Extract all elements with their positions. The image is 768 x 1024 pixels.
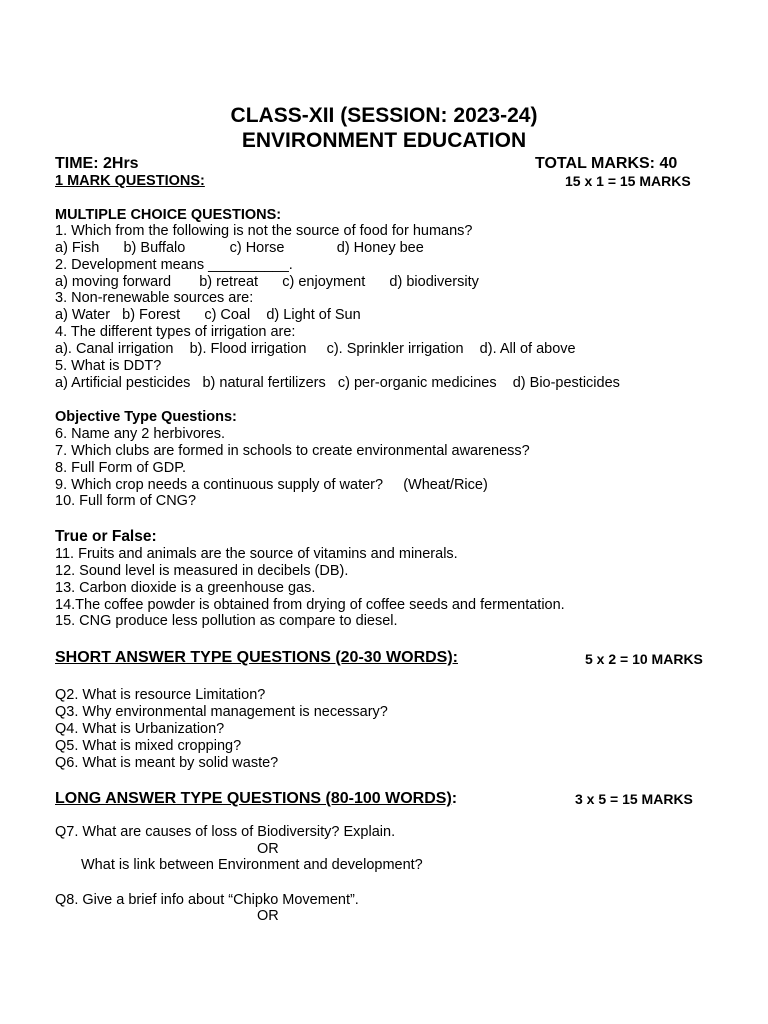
objective-heading: Objective Type Questions: [55, 409, 237, 425]
or-separator: OR [257, 841, 279, 857]
mcq-line: 1. Which from the following is not the source of food for humans? [55, 223, 473, 239]
section-3-heading-text: LONG ANSWER TYPE QUESTIONS (80-100 WORDS) [55, 790, 452, 807]
long-answer-question-alt: What is link between Environment and development? [81, 857, 423, 873]
short-answer-question: Q2. What is resource Limitation? [55, 687, 266, 703]
objective-line: 8. Full Form of GDP. [55, 460, 187, 476]
section-3-marks: 3 x 5 = 15 MARKS [575, 791, 693, 807]
mcq-line: a) Artificial pesticides b) natural fertilizers c) per-organic medicines d) Bio-pesticides [55, 375, 620, 391]
section-3-heading-colon: : [451, 790, 458, 807]
objective-line: 10. Full form of CNG? [55, 493, 197, 509]
mcq-line: a) moving forward b) retreat c) enjoyment d) biodiversity [55, 274, 479, 290]
true-false-line: 12. Sound level is measured in decibels (DB). [55, 563, 349, 579]
mcq-line: a) Fish b) Buffalo c) Horse d) Honey bee [55, 240, 424, 256]
section-2-marks: 5 x 2 = 10 MARKS [585, 651, 703, 667]
mcq-line: 4. The different types of irrigation are: [55, 324, 296, 340]
title-line-1: CLASS-XII (SESSION: 2023-24) [230, 104, 538, 127]
true-false-heading: True or False: [55, 528, 157, 545]
mcq-line: a). Canal irrigation b). Flood irrigation c). Sprinkler irrigation d). All of above [55, 341, 576, 357]
mcq-line: 3. Non-renewable sources are: [55, 290, 254, 306]
section-3-heading [55, 789, 457, 808]
short-answer-question: Q6. What is meant by solid waste? [55, 755, 279, 771]
objective-line: 9. Which crop needs a continuous supply of water? (Wheat/Rice) [55, 477, 488, 493]
title-line-2: ENVIRONMENT EDUCATION [241, 129, 527, 152]
mcq-heading: MULTIPLE CHOICE QUESTIONS: [55, 207, 282, 223]
mcq-line: 2. Development means __________. [55, 257, 293, 273]
long-answer-question: Q7. What are causes of loss of Biodiversity? Explain. [55, 824, 396, 840]
long-answer-question: Q8. Give a brief info about “Chipko Movement”. [55, 892, 359, 908]
objective-line: 7. Which clubs are formed in schools to create environmental awareness? [55, 443, 530, 459]
time-label: TIME: 2Hrs [55, 155, 139, 172]
total-marks-label: TOTAL MARKS: 40 [535, 155, 678, 172]
true-false-line: 13. Carbon dioxide is a greenhouse gas. [55, 580, 316, 596]
true-false-line: 15. CNG produce less pollution as compare to diesel. [55, 613, 398, 629]
mcq-line: a) Water b) Forest c) Coal d) Light of Sun [55, 307, 361, 323]
true-false-line: 14.The coffee powder is obtained from drying of coffee seeds and fermentation. [55, 597, 565, 613]
or-separator: OR [257, 908, 279, 924]
short-answer-question: Q5. What is mixed cropping? [55, 738, 242, 754]
section-1-marks: 15 x 1 = 15 MARKS [565, 173, 691, 189]
short-answer-question: Q3. Why environmental management is necessary? [55, 704, 388, 720]
short-answer-question: Q4. What is Urbanization? [55, 721, 225, 737]
true-false-line: 11. Fruits and animals are the source of vitamins and minerals. [55, 546, 458, 562]
mcq-line: 5. What is DDT? [55, 358, 162, 374]
section-2-heading: SHORT ANSWER TYPE QUESTIONS (20-30 WORDS): [55, 649, 458, 666]
objective-line: 6. Name any 2 herbivores. [55, 426, 226, 442]
section-1-heading: 1 MARK QUESTIONS: [55, 173, 205, 189]
